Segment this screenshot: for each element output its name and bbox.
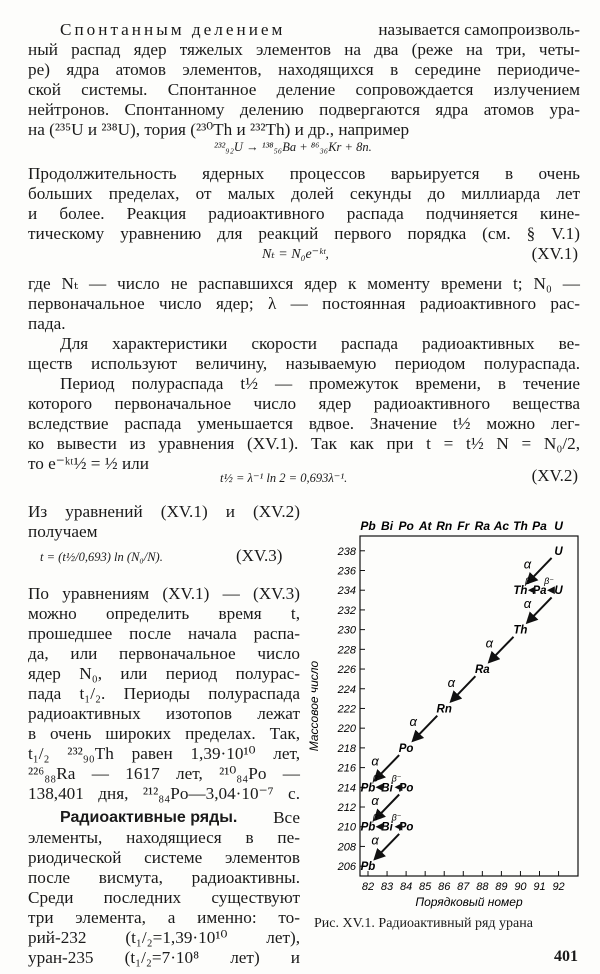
para8-line3: риодической системе элементов xyxy=(28,848,300,867)
alpha-symbol: α xyxy=(485,635,494,651)
para7-line8: в очень широких пределах. Так, xyxy=(28,724,300,743)
y-tick-label: 236 xyxy=(337,565,356,578)
x-tick-label: 86 xyxy=(438,881,451,893)
para7-line1: По уравнениям (XV.1) — (XV.3) xyxy=(28,584,300,603)
top-element-label: Bi xyxy=(381,519,394,533)
uranium-series-chart xyxy=(304,510,584,910)
y-tick-label: 208 xyxy=(337,841,356,854)
para5-line4: ко вывести из уравнения (XV.1). Так как при t = t½ N = N₀/2, xyxy=(28,434,580,453)
y-tick-label: 214 xyxy=(337,782,356,795)
para7-line2: можно определить время t, xyxy=(28,604,300,623)
para3-line1: где Nₜ — число не распавшихся ядер к моменту времени t; N₀ — xyxy=(28,274,580,293)
top-element-label: At xyxy=(418,519,432,533)
para6-line1: Из уравнений (XV.1) и (XV.2) xyxy=(28,502,300,521)
beta-symbol: β⁻ xyxy=(525,576,535,587)
x-tick-label: 88 xyxy=(476,881,489,893)
para5-line3: вследствие распада уменьшается вдвое. Значение t½ можно лег- xyxy=(28,414,580,433)
x-tick-label: 85 xyxy=(419,881,432,893)
nuclide-label: Pb xyxy=(360,861,376,874)
top-element-label: Po xyxy=(398,519,414,533)
para7-line4: да, или первоначальное число xyxy=(28,644,300,663)
nuclide-label: U xyxy=(554,545,563,558)
y-tick-label: 220 xyxy=(337,723,356,736)
beta-symbol: β⁻ xyxy=(391,773,402,784)
nuclide-label: Th xyxy=(513,624,528,637)
para8-line8: уран-235 (t₁/₂=7·10⁸ лет) и xyxy=(28,948,300,967)
para5-line2: которого первоначальное число ядер радиоактивного вещества xyxy=(28,394,580,413)
y-tick-label: 238 xyxy=(337,545,356,558)
alpha-symbol: α xyxy=(371,753,379,769)
para4-line1: Для характеристики скорости распада радиоактивных ве- xyxy=(60,334,580,353)
para1-line6: на (²³⁵U и ²³⁸U), тория (²³⁰Th и ²³²Th) и др., например xyxy=(28,120,410,139)
x-axis-label: Порядковый номер xyxy=(415,895,523,909)
y-tick-label: 230 xyxy=(337,624,356,637)
top-element-label: Rn xyxy=(436,519,453,533)
para8-line6: три элемента, а именно: то- xyxy=(28,908,300,927)
nuclide-label: Pa xyxy=(532,585,547,598)
para8-line4: после висмута, радиоактивны. xyxy=(28,868,300,887)
formula-xv3: t = (t½/0,693) ln (N₀/N). xyxy=(40,550,163,564)
x-tick-label: 92 xyxy=(552,881,565,893)
para2-line4: тическому уравнению для реакций первого порядка (см. § V.1) xyxy=(28,224,580,243)
figure-caption: Рис. XV.1. Радиоактивный ряд урана xyxy=(314,916,533,931)
para2-line3: и более. Реакция радиоактивного распада подчиняется кине- xyxy=(28,204,580,223)
nuclide-label: Ra xyxy=(474,664,490,677)
y-axis-label: Массовое число xyxy=(307,660,321,752)
nuclide-label: U xyxy=(554,585,563,598)
beta-symbol: β⁻ xyxy=(372,812,383,823)
page-number: 401 xyxy=(554,948,578,965)
alpha-symbol: α xyxy=(409,714,417,730)
x-tick-label: 83 xyxy=(380,881,394,893)
nuclide-label: Bi xyxy=(381,821,393,834)
y-tick-label: 226 xyxy=(337,664,356,677)
para3-line3: пада. xyxy=(28,314,66,333)
nuclide-label: Po xyxy=(398,742,414,755)
top-element-label: U xyxy=(554,519,563,533)
top-element-label: Pb xyxy=(360,519,376,533)
top-element-label: Fr xyxy=(457,519,470,533)
y-tick-label: 222 xyxy=(337,703,356,716)
nuclide-label: Po xyxy=(398,782,414,795)
y-tick-label: 206 xyxy=(337,861,356,874)
para1-line2: ный распад ядер тяжелых элементов на два (реже на три, четы- xyxy=(28,40,580,59)
eq-number-xv3: (XV.3) xyxy=(236,546,283,565)
para2-line1: Продолжительность ядерных процессов варьируется в очень xyxy=(28,164,580,183)
para7-line10: ²²⁶₈₈Ra — 1617 лет, ²¹⁰₈₄Po — xyxy=(28,764,300,783)
para7-line7: радиоактивных изотопов лежат xyxy=(28,704,300,723)
alpha-symbol: α xyxy=(523,556,532,572)
term-spontaneous-fission: Спонтанным делением xyxy=(60,20,286,39)
y-tick-label: 224 xyxy=(337,683,356,696)
x-tick-label: 82 xyxy=(361,881,375,893)
eq-number-xv2: (XV.2) xyxy=(531,466,578,485)
y-tick-label: 210 xyxy=(337,821,356,834)
y-tick-label: 212 xyxy=(337,802,356,815)
para7-line6: пада t₁/₂. Периоды полураспада xyxy=(28,684,300,703)
nuclide-label: Rn xyxy=(436,703,452,716)
para1-line1: Спонтанным делением называется самопроизволь- xyxy=(60,20,580,39)
top-element-label: Ac xyxy=(493,519,510,533)
beta-symbol: β⁻ xyxy=(372,773,383,784)
y-tick-label: 234 xyxy=(337,585,356,598)
formula-xv2: t½ = λ⁻¹ ln 2 = 0,693λ⁻¹. xyxy=(220,471,348,485)
para2-line2: больших пределах, от малых долей секунды до миллиарда лет xyxy=(28,184,580,203)
eq-number-xv1: (XV.1) xyxy=(531,244,578,263)
para8-line2: элементы, находящиеся в пе- xyxy=(28,828,300,847)
x-tick-label: 91 xyxy=(533,881,546,893)
para3-line2: первоначальное число ядер; λ — постоянная радиоактивного рас- xyxy=(28,294,580,313)
para7-line11: 138,401 дня, ²¹²₈₄Po—3,04·10⁻⁷ с. xyxy=(28,784,300,803)
top-element-label: Th xyxy=(513,519,528,533)
para1-line5: нейтронов. Спонтанному делению подвергаются ядра атомов ура- xyxy=(28,100,580,119)
x-tick-label: 87 xyxy=(457,881,470,893)
y-tick-label: 228 xyxy=(337,644,356,657)
y-tick-label: 218 xyxy=(337,742,356,755)
alpha-symbol: α xyxy=(447,674,455,690)
y-tick-label: 232 xyxy=(337,604,356,617)
para7-line9: t₁/₂ ²³²₉₀Th равен 1,39·10¹⁰ лет, xyxy=(28,744,300,763)
para1-line3: ре) ядра атомов элементов, находящихся в середине периодиче- xyxy=(28,60,580,79)
x-tick-label: 89 xyxy=(495,881,508,893)
nuclide-label: Pb xyxy=(360,782,376,795)
formula-xv1: Nₜ = N₀e⁻ᵏᵗ, xyxy=(262,247,329,262)
para1-line4: ской системы. Спонтанное деление сопровождается излучением xyxy=(28,80,580,99)
top-element-label: Pa xyxy=(532,519,547,533)
nuclide-label: Po xyxy=(398,821,414,834)
para5-line5: то e⁻ᵏᵗ½ = ½ или xyxy=(28,454,149,473)
alpha-symbol: α xyxy=(371,793,379,809)
heading-radioactive-series: Радиоактивные ряды. xyxy=(60,809,238,826)
beta-symbol: β⁻ xyxy=(544,576,554,587)
para8-line7: рий-232 (t₁/₂=1,39·10¹⁰ лет), xyxy=(28,928,300,947)
alpha-symbol: α xyxy=(523,595,532,611)
para4-line2: ществ используют величину, называемую периодом полураспада. xyxy=(28,354,580,373)
y-tick-label: 216 xyxy=(337,762,356,775)
nuclide-label: Pb xyxy=(360,821,376,834)
nuclide-label: Bi xyxy=(381,782,393,795)
para7-line5: ядер N₀, или период полурас- xyxy=(28,664,300,683)
beta-symbol: β⁻ xyxy=(391,812,402,823)
para8-line5: Среди последних существуют xyxy=(28,888,300,907)
alpha-symbol: α xyxy=(371,832,379,848)
fission-reaction: ²³²₉₂U → ¹³⁸₅₆Ba + ⁸⁶₃₆Kr + 8n. xyxy=(214,140,372,154)
top-element-label: Ra xyxy=(474,519,491,533)
para5-line1: Период полураспада t½ — промежуток времени, в течение xyxy=(60,374,580,393)
x-tick-label: 90 xyxy=(514,881,527,893)
para8-line1: Радиоактивные ряды. Все xyxy=(60,808,300,827)
para6-line2: получаем xyxy=(28,522,98,541)
nuclide-label: Th xyxy=(513,585,528,598)
para7-line3: прошедшее после начала распа- xyxy=(28,624,300,643)
x-tick-label: 84 xyxy=(399,881,413,893)
